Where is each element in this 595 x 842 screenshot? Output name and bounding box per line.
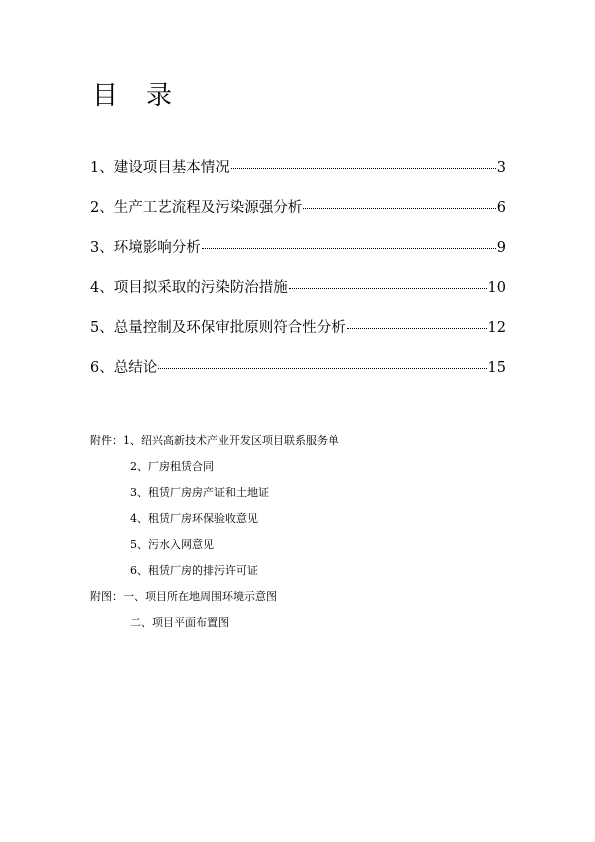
figure-item — [90, 610, 339, 636]
toc-entry-label: 5、总量控制及环保审批原则符合性分析 — [90, 320, 346, 336]
toc-dot-leader — [303, 208, 496, 209]
attachment-item-label: 2、厂房租赁合同 — [130, 460, 214, 473]
toc-dot-leader — [347, 328, 487, 329]
toc-entry — [90, 236, 506, 276]
toc-entry-label: 6、总结论 — [90, 360, 158, 376]
toc-entry — [90, 196, 506, 236]
attachment-item — [90, 480, 339, 506]
table-of-contents — [90, 156, 506, 396]
toc-dot-leader — [158, 368, 486, 369]
attachment-item — [90, 428, 339, 454]
toc-entry-label: 2、生产工艺流程及污染源强分析 — [90, 200, 303, 216]
toc-dot-leader — [231, 168, 496, 169]
toc-entry-page: 3 — [496, 160, 506, 176]
figure-item-label: 一、项目所在地周围环境示意图 — [123, 590, 277, 603]
toc-entry-label: 4、项目拟采取的污染防治措施 — [90, 280, 288, 296]
attachment-item-label: 6、租赁厂房的排污许可证 — [130, 564, 258, 577]
toc-entry — [90, 316, 506, 356]
attachment-item — [90, 558, 339, 584]
toc-entry-page: 15 — [487, 360, 506, 376]
toc-entry — [90, 156, 506, 196]
toc-entry-page: 10 — [487, 280, 506, 296]
figure-item — [90, 584, 339, 610]
toc-entry-page: 12 — [487, 320, 506, 336]
page-title: 目录 — [92, 81, 201, 111]
attachments-heading: 附件： — [90, 434, 123, 447]
figures-heading: 附图： — [90, 590, 123, 603]
toc-entry-page: 9 — [496, 240, 506, 256]
toc-entry-label: 1、建设项目基本情况 — [90, 160, 230, 176]
toc-dot-leader — [202, 248, 496, 249]
attachment-item-label: 4、租赁厂房环保验收意见 — [130, 512, 258, 525]
toc-entry — [90, 276, 506, 316]
toc-entry-page: 6 — [496, 200, 506, 216]
attachment-item — [90, 506, 339, 532]
toc-dot-leader — [289, 288, 487, 289]
attachment-item — [90, 532, 339, 558]
attachment-item-label: 1、绍兴高新技术产业开发区项目联系服务单 — [123, 434, 339, 447]
appendix-list — [90, 428, 339, 636]
toc-entry-label: 3、环境影响分析 — [90, 240, 201, 256]
attachment-item — [90, 454, 339, 480]
toc-entry — [90, 356, 506, 396]
attachment-item-label: 5、污水入网意见 — [130, 538, 214, 551]
figure-item-label: 二、项目平面布置图 — [130, 616, 229, 629]
attachment-item-label: 3、租赁厂房房产证和土地证 — [130, 486, 269, 499]
